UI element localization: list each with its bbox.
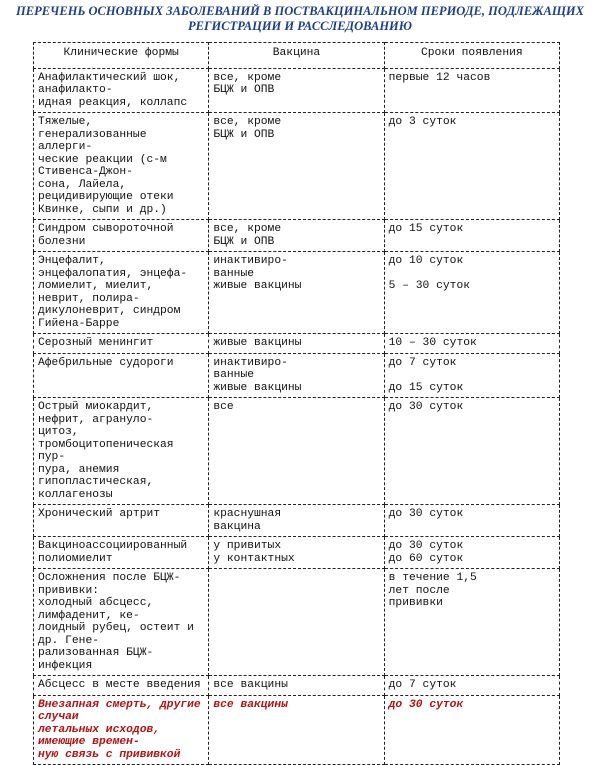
cell-term: до 30 суток	[384, 398, 559, 505]
cell-vaccine: инактивиро- ванные живые вакцины	[209, 252, 384, 334]
cell-vaccine	[209, 569, 384, 676]
cell-term: до 15 суток	[384, 220, 559, 252]
cell-term: до 3 суток	[384, 113, 559, 220]
table-row	[34, 220, 560, 252]
cell-form: Хронический артрит	[34, 505, 209, 537]
table-row	[34, 398, 560, 505]
table-row	[34, 569, 560, 676]
cell-vaccine: краснушная вакцина	[209, 505, 384, 537]
cell-term: 10 – 30 суток	[384, 334, 559, 354]
cell-form: Острый миокардит, нефрит, агрануло- цитоз, тромбоцитопеническая пур- пура, анемия гипопластическая, коллагенозы	[34, 398, 209, 505]
cell-vaccine: у привитых у контактных	[209, 537, 384, 569]
cell-vaccine: живые вакцины	[209, 334, 384, 354]
cell-vaccine: все вакцины	[209, 695, 384, 765]
cell-term: до 30 суток	[384, 695, 559, 765]
table-row	[34, 537, 560, 569]
cell-vaccine: все, кроме БЦЖ и ОПВ	[209, 220, 384, 252]
table-row	[34, 334, 560, 354]
cell-term: до 7 суток до 15 суток	[384, 353, 559, 398]
cell-form: Синдром сывороточной болезни	[34, 220, 209, 252]
cell-form: Афебрильные судороги	[34, 353, 209, 398]
cell-term: до 30 суток до 60 суток	[384, 537, 559, 569]
complications-table	[33, 42, 560, 765]
header-onset-period: Сроки появления	[384, 43, 559, 69]
cell-form: Серозный менингит	[34, 334, 209, 354]
header-clinical-forms: Клинические формы	[34, 43, 209, 69]
cell-form: Осложнения после БЦЖ-прививки: холодный абсцесс, лимфаденит, ке- лоидный рубец, остеит и др. Гене- рализованная БЦЖ-инфекция	[34, 569, 209, 676]
title-line-2: РЕГИСТРАЦИИ И РАССЛЕДОВАНИЮ	[188, 19, 412, 33]
cell-term: до 7 суток	[384, 676, 559, 696]
table-row	[34, 353, 560, 398]
cell-vaccine: все, кроме БЦЖ и ОПВ	[209, 68, 384, 113]
table-row	[34, 68, 560, 113]
table-header-row	[34, 43, 560, 69]
table-row	[34, 695, 560, 765]
cell-term: до 30 суток	[384, 505, 559, 537]
cell-form: Вакциноассоциированный полиомиелит	[34, 537, 209, 569]
header-vaccine: Вакцина	[209, 43, 384, 69]
table-row	[34, 505, 560, 537]
title-line-1: ПЕРЕЧЕНЬ ОСНОВНЫХ ЗАБОЛЕВАНИЙ В ПОСТВАКЦИНАЛЬНОМ ПЕРИОДЕ, ПОДЛЕЖАЩИХ	[16, 4, 584, 18]
cell-form: Тяжелые, генерализованные аллерги- ческие реакции (с-м Стивенса-Джон- сона, Лайела, рецидивирующие отеки Квинке, сыпи и др.)	[34, 113, 209, 220]
table-row	[34, 676, 560, 696]
cell-term: первые 12 часов	[384, 68, 559, 113]
table-row	[34, 252, 560, 334]
cell-form: Абсцесс в месте введения	[34, 676, 209, 696]
cell-vaccine: все вакцины	[209, 676, 384, 696]
table-row	[34, 113, 560, 220]
cell-vaccine: инактивиро- ванные живые вакцины	[209, 353, 384, 398]
cell-vaccine: все, кроме БЦЖ и ОПВ	[209, 113, 384, 220]
cell-form: Энцефалит, энцефалопатия, энцефа- ломиелит, миелит, неврит, полира- дикулоневрит, синдром Гийена-Барре	[34, 252, 209, 334]
cell-vaccine: все	[209, 398, 384, 505]
page-title	[0, 4, 600, 34]
cell-form: Анафилактический шок, анафилакто- идная реакция, коллапс	[34, 68, 209, 113]
cell-term: в течение 1,5 лет после прививки	[384, 569, 559, 676]
cell-form: Внезапная смерть, другие случаи летальных исходов, имеющие времен- ную связь с прививкой	[34, 695, 209, 765]
cell-term: до 10 суток 5 – 30 суток	[384, 252, 559, 334]
